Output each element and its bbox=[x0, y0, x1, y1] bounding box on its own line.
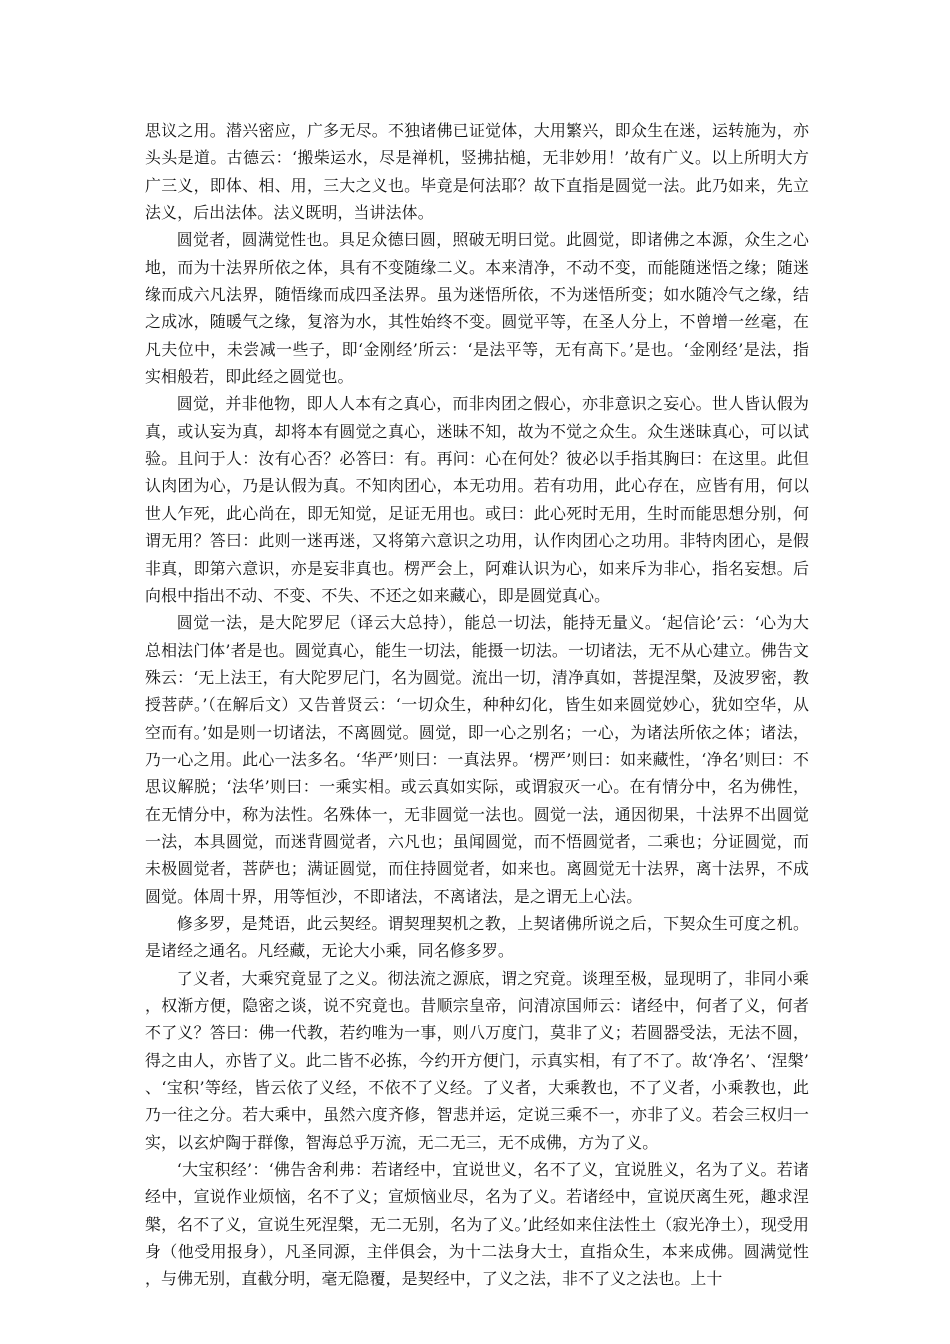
paragraph-5: 修多罗，是梵语，此云契经。谓契理契机之教，上契诸佛所说之后，下契众生可度之机。是诸经之通名。凡经藏，无论大小乘，同名修多罗。 bbox=[145, 913, 809, 961]
paragraph-7: ‘大宝积经’：‘佛告舍利弗：若诸经中，宜说世义，名不了义，宜说胜义，名为了义。若诸经中，宣说作业烦恼，名不了义；宣烦恼业尽，名为了义。若诸经中，宣说厌离生死，趣求涅槃，名不了义，宣说生死涅槃，无二无别，名为了义。’此经如来住法性土（寂光净土），现受用身（他受用报身），凡圣同源，主伴俱会，为十二法身大士，直指众生，本来成佛。圆满觉性，与佛无别，直截分明，毫无隐覆，是契经中，了义之法，非不了义之法也。上十 bbox=[145, 1160, 809, 1289]
paragraph-2: 圆觉者，圆满觉性也。具足众德曰圆，照破无明曰觉。此圆觉，即诸佛之本源，众生之心地，而为十法界所依之体，具有不变随缘二义。本来清净，不动不变，而能随迷悟之缘；随迷缘而成六凡法界，随悟缘而成四圣法界。虽为迷悟所依，不为迷悟所变；如水随冷气之缘，结之成冰，随暖气之缘，复溶为水，其性始终不变。圆觉平等，在圣人分上，不曾增一丝毫，在凡夫位中，未尝减一些子，即‘金刚经’所云：‘是法平等，无有高下。’是也。‘金刚经’是法，指实相般若，即此经之圆觉也。 bbox=[145, 230, 809, 387]
paragraph-3: 圆觉，并非他物，即人人本有之真心，而非肉团之假心，亦非意识之妄心。世人皆认假为真，或认妄为真，却将本有圆觉之真心，迷昧不知，故为不觉之众生。众生迷昧真心，可以试验。且问于人：汝有心否？必答曰：有。再问：心在何处？彼必以手指其胸曰：在这里。此但认肉团为心，乃是认假为真。不知肉团心，本无功用。若有功用，此心存在，应皆有用，何以世人乍死，此心尚在，即无知觉，足证无用也。或曰：此心死时无用，生时而能思想分别，何谓无用？答曰：此则一迷再迷，又将第六意识之功用，认作肉团心之功用。非特肉团心，是假非真，即第六意识，亦是妄非真也。楞严会上，阿难认识为心，如来斥为非心，指名妄想。后向根中指出不动、不变、不失、不还之如来藏心，即是圆觉真心。 bbox=[145, 394, 809, 605]
body-text bbox=[145, 117, 809, 1293]
paragraph-1: 思议之用。潜兴密应，广多无尽。不独诸佛已证觉体，大用繁兴，即众生在迷，运转施为，亦头头是道。古德云：‘搬柴运水，尽是禅机，竖拂拈槌，无非妙用！’故有广义。以上所明大方广三义，即体、相、用，三大之义也。毕竟是何法耶？故下直指是圆觉一法。此乃如来，先立法义，后出法体。法义既明，当讲法体。 bbox=[145, 121, 809, 223]
paragraph-4: 圆觉一法，是大陀罗尼（译云大总持），能总一切法，能持无量义。‘起信论’云：‘心为大总相法门体’者是也。圆觉真心，能生一切法，能摄一切法。一切诸法，无不从心建立。佛告文殊云：‘无上法王，有大陀罗尼门，名为圆觉。流出一切，清净真如，菩提涅槃，及波罗密，教授菩萨。’（在解后文）又告普贤云：‘一切众生，种种幻化，皆生如来圆觉妙心，犹如空华，从空而有。’如是则一切诸法，不离圆觉。圆觉，即一心之别名；一心，为诸法所依之体；诸法，乃一心之用。此心一法多名。‘华严’则曰：一真法界。‘楞严’则曰：如来藏性，‘净名’则曰：不思议解脱；‘法华’则曰：一乘实相。或云真如实际，或谓寂灭一心。在有情分中，名为佛性，在无情分中，称为法性。名殊体一，无非圆觉一法也。圆觉一法，通因彻果，十法界不出圆觉一法，本具圆觉，而迷背圆觉者，六凡也；虽闻圆觉，而不悟圆觉者，二乘也；分证圆觉，而未极圆觉者，菩萨也；满证圆觉，而住持圆觉者，如来也。离圆觉无十法界，离十法界，不成圆觉。体周十界，用等恒沙，不即诸法，不离诸法，是之谓无上心法。 bbox=[145, 613, 809, 906]
paragraph-6: 了义者，大乘究竟显了之义。彻法流之源底，谓之究竟。谈理至极，显现明了，非同小乘，权渐方便，隐密之谈，说不究竟也。昔顺宗皇帝，问清凉国师云：诸经中，何者了义，何者不了义？答曰：佛一代教，若约唯为一事，则八万度门，莫非了义；若圆器受法，无法不圆，得之由人，亦皆了义。此二皆不必拣，今约开方便门，示真实相，有了不了。故‘净名’、‘涅槃’、‘宝积’等经，皆云依了义经，不依不了义经。了义者，大乘教也，不了义者，小乘教也，此乃一往之分。若大乘中，虽然六度齐修，智悲并运，定说三乘不一，亦非了义。若会三权归一实，以玄炉陶于群像，智海总乎万流，无二无三，无不成佛，方为了义。 bbox=[145, 968, 809, 1152]
